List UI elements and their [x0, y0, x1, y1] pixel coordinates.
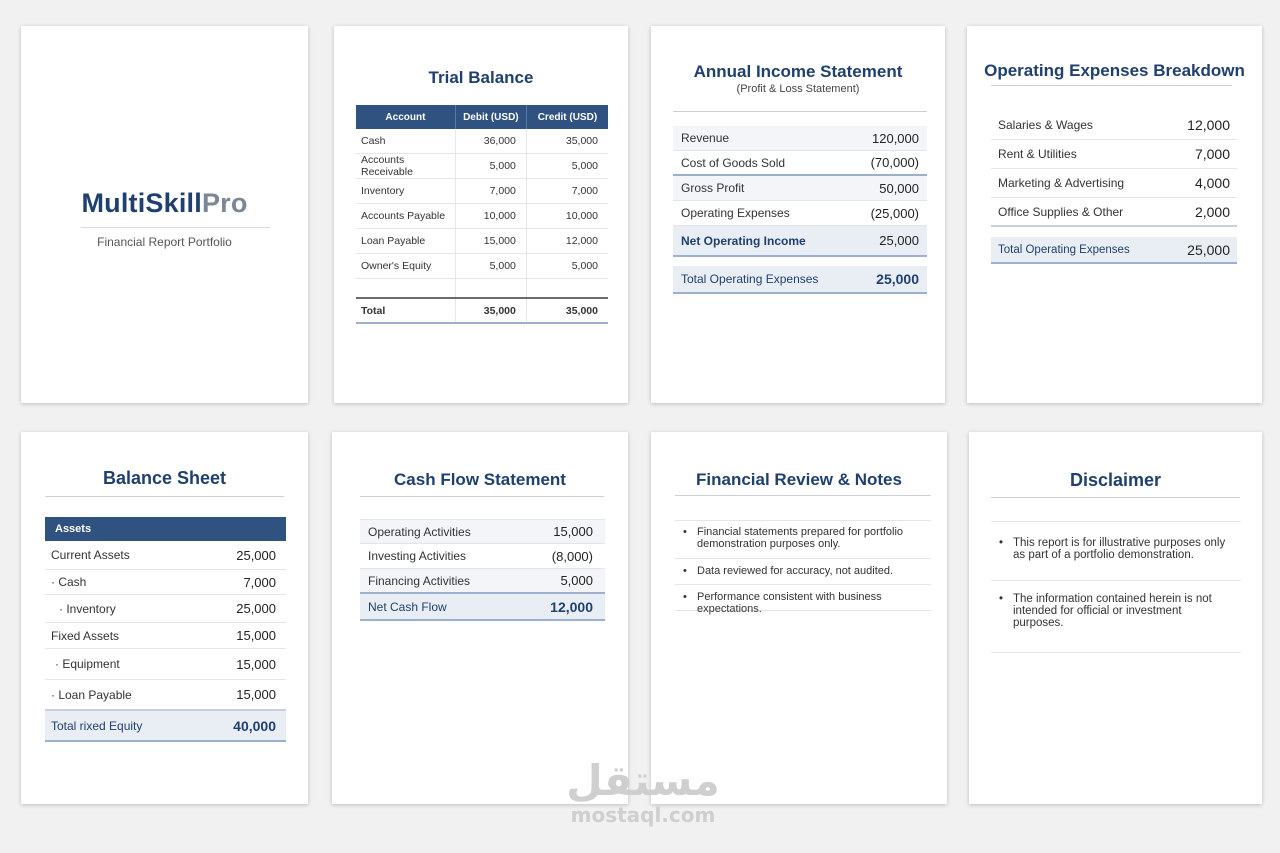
row-label: Operating Activities: [368, 524, 471, 539]
total-label: Total: [356, 298, 455, 323]
cover-page: [21, 26, 308, 403]
table-row: [356, 229, 608, 254]
row-value: 25,000: [236, 547, 276, 563]
column-header-debit: Debit (USD): [455, 105, 526, 129]
row-value: 7,000: [1194, 146, 1230, 162]
credit-cell: 5,000: [526, 154, 608, 179]
debit-cell: 7,000: [455, 179, 526, 204]
row-label: Net Operating Income: [681, 233, 806, 248]
bullet-icon: •: [683, 526, 687, 538]
row-value: 50,000: [879, 180, 919, 196]
note-text: This report is for illustrative purposes only as part of a portfolio demonstration.: [1013, 537, 1226, 561]
row-value: (8,000): [551, 548, 593, 564]
account-cell: Loan Payable: [356, 229, 455, 254]
list-item: [991, 111, 1237, 140]
list-item: [991, 522, 1241, 581]
row-value: (70,000): [870, 155, 919, 170]
disclaimer-page: [969, 432, 1262, 804]
bullet-icon: •: [683, 565, 687, 577]
divider: [81, 227, 270, 228]
row-label: · Equipment: [55, 657, 120, 671]
row-label: Office Supplies & Other: [998, 204, 1124, 219]
debit-cell: 5,000: [455, 254, 526, 279]
divider: [45, 496, 284, 497]
row-label: Current Assets: [51, 548, 130, 562]
list-item: [45, 595, 286, 623]
notes-list: [675, 520, 931, 615]
total-row: [991, 237, 1237, 264]
total-value: 25,000: [1187, 241, 1230, 258]
list-item: [360, 544, 605, 569]
blank-row: [356, 279, 608, 299]
row-value: 120,000: [872, 130, 919, 146]
cover-subtitle: Financial Report Portfolio: [97, 235, 232, 249]
list-item: [45, 680, 286, 711]
list-item: [45, 570, 286, 595]
account-cell: Owner's Equity: [356, 254, 455, 279]
total-label: Total Operating Expenses: [998, 243, 1130, 256]
note-text: Data reviewed for accuracy, not audited.: [697, 565, 894, 577]
debit-cell: 10,000: [455, 204, 526, 229]
total-label: Total Operating Expenses: [681, 272, 819, 286]
account-cell: Cash: [356, 129, 455, 154]
brand-accent: Pro: [201, 188, 248, 218]
credit-cell: 12,000: [526, 229, 608, 254]
row-label: Gross Profit: [681, 181, 745, 195]
list-item: [675, 585, 931, 615]
row-label: Operating Expenses: [681, 206, 790, 220]
balance-sheet-page: [21, 432, 308, 804]
bullet-icon: •: [683, 591, 687, 603]
bullet-icon: •: [999, 593, 1004, 605]
list-item: [673, 226, 927, 257]
page-title: Cash Flow Statement: [394, 470, 566, 489]
page-title: Disclaimer: [1069, 470, 1162, 490]
list-item: [45, 541, 286, 570]
disclaimer-list: [991, 521, 1241, 653]
balance-rows: [45, 517, 286, 742]
list-item: [45, 623, 286, 649]
page-subtitle: (Profit & Loss Statement): [736, 83, 860, 95]
brand-logo: [21, 188, 308, 219]
bullet-icon: •: [999, 537, 1004, 549]
list-item: [673, 151, 927, 176]
divider: [360, 496, 604, 497]
list-item: [673, 201, 927, 226]
row-value: 12,000: [1187, 117, 1230, 133]
list-item: [675, 559, 931, 585]
total-debit: 35,000: [455, 298, 526, 323]
table-row: [356, 129, 608, 154]
watermark-arabic: مستقل: [566, 756, 720, 805]
total-row: [356, 298, 608, 323]
row-label: Investing Activities: [368, 549, 467, 563]
row-value: 2,000: [1194, 203, 1230, 220]
total-label: Total rixed Equity: [51, 718, 143, 733]
row-value: 15,000: [236, 656, 276, 672]
list-item: [45, 649, 286, 680]
total-label: Net Cash Flow: [368, 599, 447, 614]
row-value: 4,000: [1194, 175, 1230, 191]
row-value: 15,000: [236, 628, 276, 643]
column-header-credit: Credit (USD): [526, 105, 608, 129]
divider: [675, 495, 931, 496]
row-value: 15,000: [553, 524, 593, 539]
divider: [673, 111, 927, 112]
column-header-account: Account: [356, 105, 455, 129]
list-item: [360, 519, 605, 544]
table-row: [356, 204, 608, 229]
trial-balance-table: [356, 105, 608, 324]
row-value: 7,000: [243, 574, 276, 590]
debit-cell: 15,000: [455, 229, 526, 254]
note-text: The information contained herein is not intended for official or investment purposes.: [1013, 593, 1212, 629]
section-header-assets: Assets: [45, 517, 286, 541]
table-row: [356, 154, 608, 179]
row-value: 15,000: [236, 687, 276, 702]
page-title: Balance Sheet: [102, 468, 227, 488]
credit-cell: 10,000: [526, 204, 608, 229]
opex-page: [967, 26, 1262, 403]
brand-main: MultiSkill: [81, 188, 202, 218]
total-row: [673, 266, 927, 294]
watermark-latin: mostaql.com: [570, 803, 716, 827]
row-value: 25,000: [879, 233, 919, 248]
account-cell: Accounts Receivable: [356, 154, 455, 179]
row-label: Marketing & Advertising: [998, 176, 1125, 190]
income-statement-page: [651, 26, 945, 403]
income-rows: [673, 126, 927, 294]
list-item: [991, 169, 1237, 198]
row-label: Rent & Utilities: [998, 147, 1077, 161]
account-cell: Inventory: [356, 179, 455, 204]
row-label: Financing Activities: [368, 573, 471, 588]
debit-cell: 36,000: [455, 129, 526, 154]
page-title: Financial Review & Notes: [696, 470, 902, 489]
row-label: · Loan Payable: [51, 687, 132, 702]
list-item: [675, 521, 931, 559]
credit-cell: 5,000: [526, 254, 608, 279]
note-text: Financial statements prepared for portfolio demonstration purposes only.: [697, 526, 904, 550]
trial-balance-page: [334, 26, 628, 403]
credit-cell: 7,000: [526, 179, 608, 204]
row-value: 5,000: [560, 573, 593, 588]
row-label: · Cash: [51, 575, 87, 589]
divider: [991, 85, 1232, 86]
debit-cell: 5,000: [455, 154, 526, 179]
total-value: 12,000: [550, 598, 593, 615]
row-label: Salaries & Wages: [998, 118, 1093, 132]
total-row: [360, 594, 605, 621]
list-item: [991, 581, 1241, 653]
review-page: [651, 432, 947, 804]
opex-rows: [991, 111, 1237, 264]
list-item: [360, 569, 605, 594]
table-row: [356, 254, 608, 279]
list-item: [991, 198, 1237, 227]
total-row: [45, 711, 286, 742]
divider: [991, 497, 1240, 498]
table-header-row: [356, 105, 608, 129]
row-label: Fixed Assets: [51, 628, 120, 643]
account-cell: Accounts Payable: [356, 204, 455, 229]
row-label: Cost of Goods Sold: [681, 155, 786, 170]
list-item: [991, 140, 1237, 169]
row-label: Revenue: [681, 131, 730, 145]
page-title: Trial Balance: [428, 68, 534, 87]
watermark: [563, 758, 723, 826]
page-title: Annual Income Statement: [693, 62, 903, 81]
total-value: 25,000: [876, 271, 919, 287]
total-credit: 35,000: [526, 298, 608, 323]
credit-cell: 35,000: [526, 129, 608, 154]
list-item: [673, 176, 927, 201]
row-value: (25,000): [870, 205, 919, 221]
page-title: Operating Expenses Breakdown: [984, 61, 1245, 80]
table-row: [356, 179, 608, 204]
cash-flow-page: [332, 432, 628, 804]
cash-flow-rows: [360, 519, 605, 621]
row-value: 25,000: [236, 601, 276, 616]
row-label: · Inventory: [59, 601, 116, 616]
list-item: [673, 126, 927, 151]
note-text: Performance consistent with business expectations.: [697, 591, 882, 615]
total-value: 40,000: [233, 717, 276, 734]
